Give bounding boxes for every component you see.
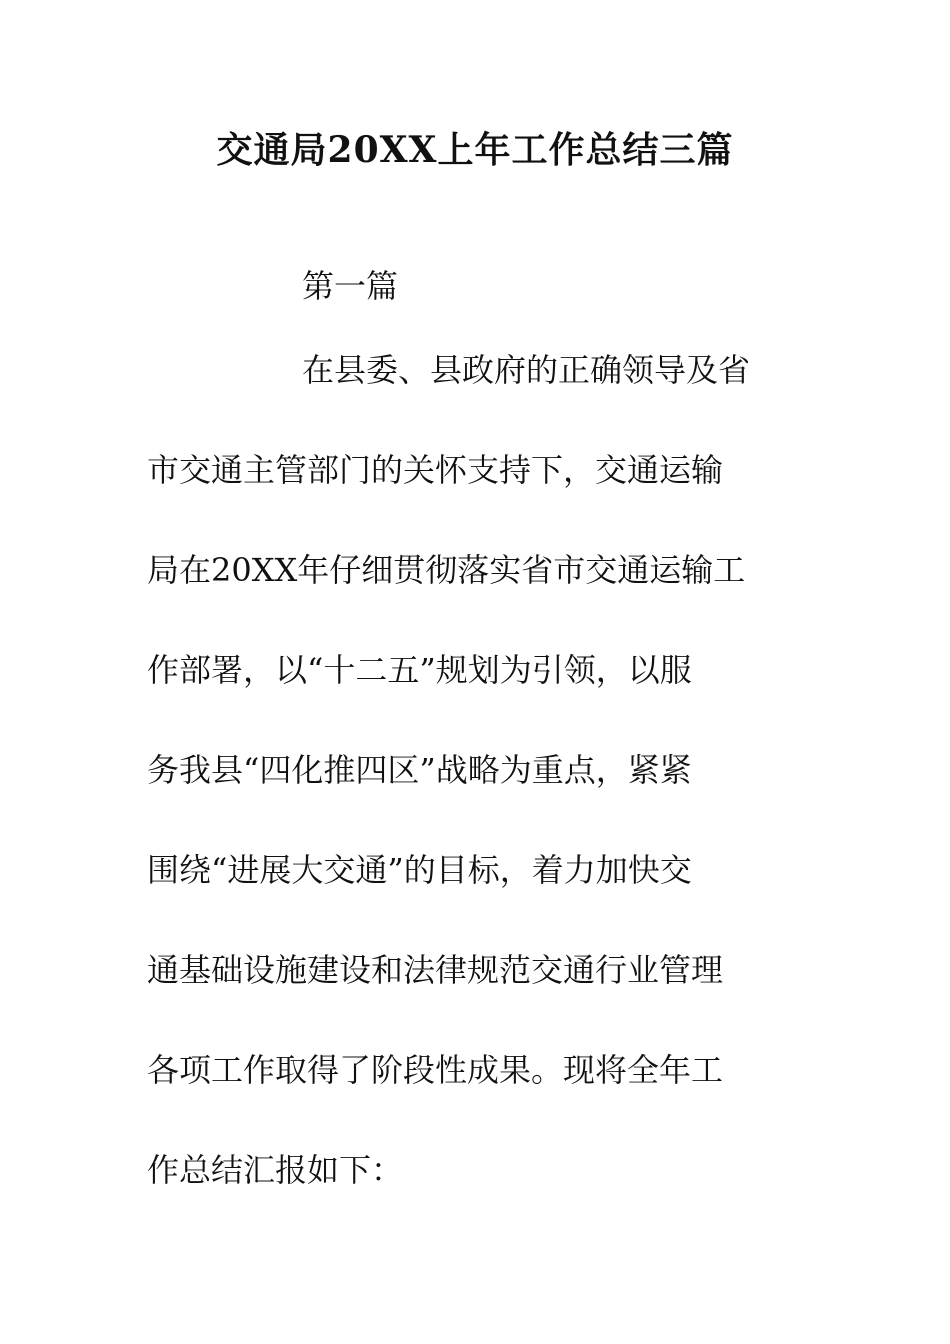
body-line: 围绕“进展大交通”的目标，着力加快交 (147, 851, 692, 889)
body-line: 在县委、县政府的正确领导及省 (302, 351, 751, 389)
body-line: 务我县“四化推四区”战略为重点，紧紧 (147, 751, 692, 789)
document-title: 交通局20XX上年工作总结三篇 (216, 129, 734, 171)
body-line: 市交通主管部门的关怀支持下，交通运输 (147, 451, 724, 489)
body-line: 作部署，以“十二五”规划为引领，以服 (147, 651, 692, 689)
body-line: 通基础设施建设和法律规范交通行业管理 (147, 951, 724, 989)
body-line: 局在20XX年仔细贯彻落实省市交通运输工 (147, 551, 746, 589)
body-line: 作总结汇报如下： (147, 1151, 404, 1189)
section-heading: 第一篇 (302, 267, 399, 305)
body-line: 各项工作取得了阶段性成果。现将全年工 (147, 1051, 724, 1089)
